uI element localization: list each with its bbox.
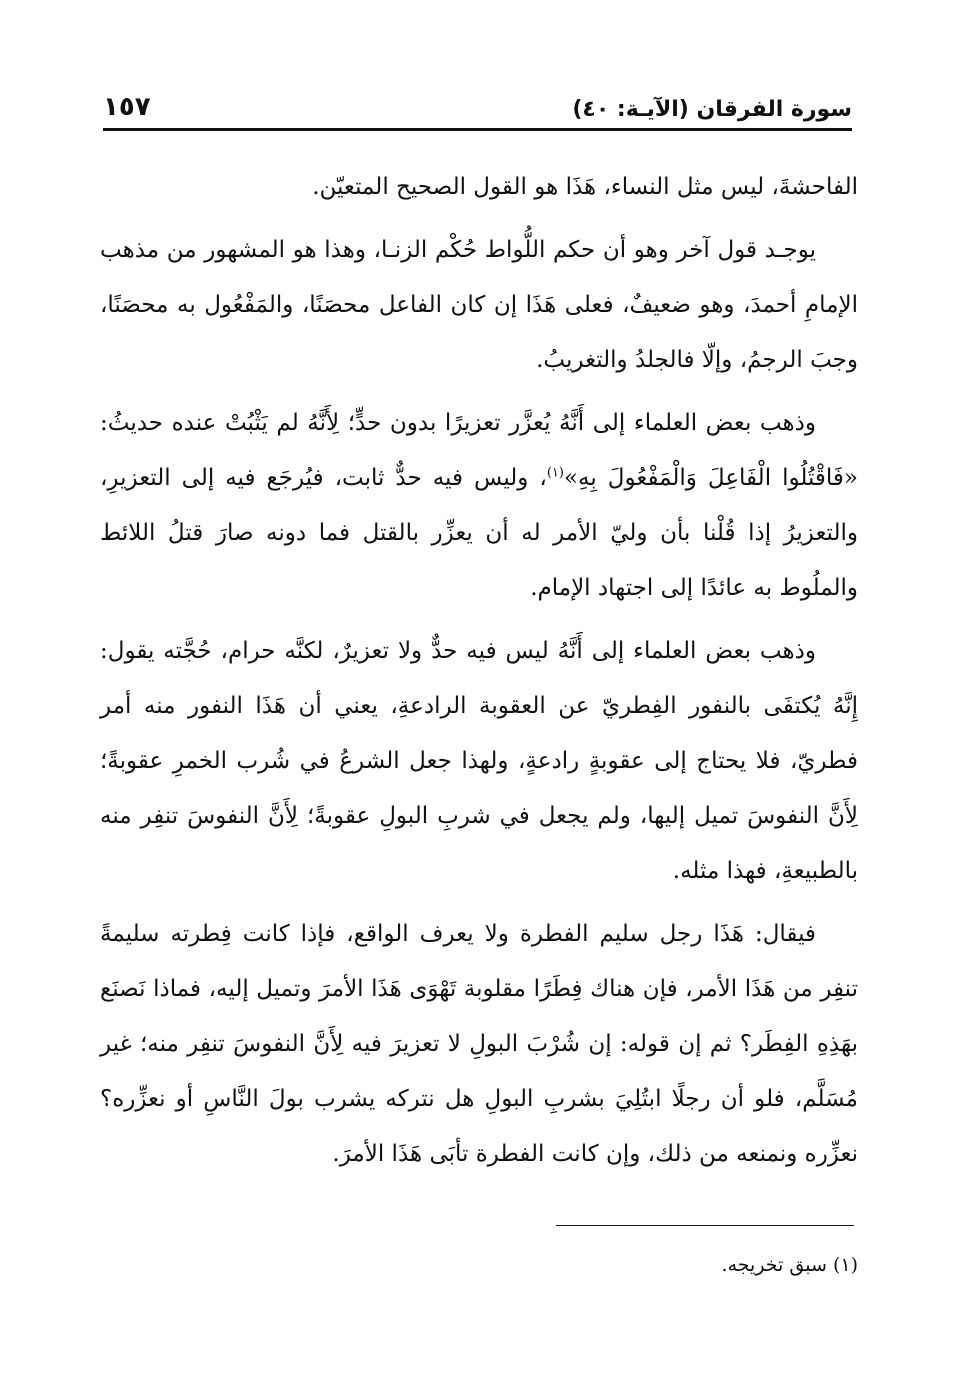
paragraph-2: يوجـد قول آخر وهو أن حكم اللُّواط حُكْم الزنـا، وهذا هو المشهور من مذهب الإمامِ أحمدَ، وهو ضعيفٌ، فعلى هَذَا إن كان الفاعل محصَنًا، والمَفْعُول به محصَنًا، وجبَ الرجمُ، وإلّا فالجلدُ والتغريبُ.	[100, 237, 858, 373]
paragraph-3-part-2: ، وليس فيه حدٌّ ثابت، فيُرجَع فيه إلى التعزيرِ، والتعزيرُ إذا قُلْنا بأن وليّ الأمر له أن يعزِّر بالقتل فما دونه صارَ قتلُ اللائط والملُوط به عائدًا إلى اجتهاد الإمام.	[100, 465, 858, 601]
running-title: سورة الفرقان (الآيـة: ٤٠)	[572, 97, 852, 122]
paragraph-3-part-1: وذهب بعض العلماء إلى أَنَّهُ يُعزَّر تعزيرًا بدون حدٍّ؛ لِأَنَّهُ لم يَثْبُتْ عنده حديثُ: «فَاقْتُلُوا الْفَاعِلَ وَالْمَفْعُولَ بِهِ»	[100, 410, 858, 491]
footnote-reference: (١)	[546, 465, 564, 481]
paragraph-5: فيقال: هَذَا رجل سليم الفطرة ولا يعرف الواقع، فإذا كانت فِطرته سليمةً تنفِر من هَذَا الأمر، فإن هناك فِطَرًا مقلوبة تَهْوَى هَذَا الأمرَ وتميل إليه، فماذا نَصنَع بهَذِهِ الفِطَر؟ ثم إن قوله: إن شُرْبَ البولِ لا تعزيرَ فيه لِأَنَّ النفوسَ تنفِر منه؛ غير مُسَلَّم، فلو أن رجلًا ابتُلِيَ بشربِ البولِ هل نتركه يشرب بولَ النَّاسِ أو نعزِّره؟ نعزِّره ونمنعه من ذلك، وإن كانت الفطرة تأبَى هَذَا الأمرَ.	[100, 921, 858, 1167]
paragraph-1: الفاحشةَ، ليس مثل النساء، هَذَا هو القول الصحيح المتعيّن.	[312, 174, 858, 200]
paragraph-3	[100, 396, 858, 616]
page-header	[103, 88, 852, 131]
footnote: (١) سبق تخريجه.	[721, 1254, 858, 1276]
paragraph-4: وذهب بعض العلماء إلى أَنَّهُ ليس فيه حدٌّ ولا تعزيرٌ، لكنَّه حرام، حُجَّته يقول: إِنَّهُ يُكتفَى بالنفور الفِطريّ عن العقوبة الرادعةِ، يعني أن هَذَا النفور منه أمر فطريّ، فلا يحتاج إلى عقوبةٍ رادعةٍ، ولهذا جعل الشرعُ في شُرب الخمرِ عقوبةً؛ لِأَنَّ النفوسَ تميل إليها، ولم يجعل في شربِ البولِ عقوبةً؛ لِأَنَّ النفوسَ تنفِر منه بالطبيعةِ، فهذا مثله.	[100, 638, 858, 884]
footnote-divider	[556, 1225, 854, 1226]
page-number: ١٥٧	[103, 92, 151, 122]
main-text	[100, 160, 858, 1190]
